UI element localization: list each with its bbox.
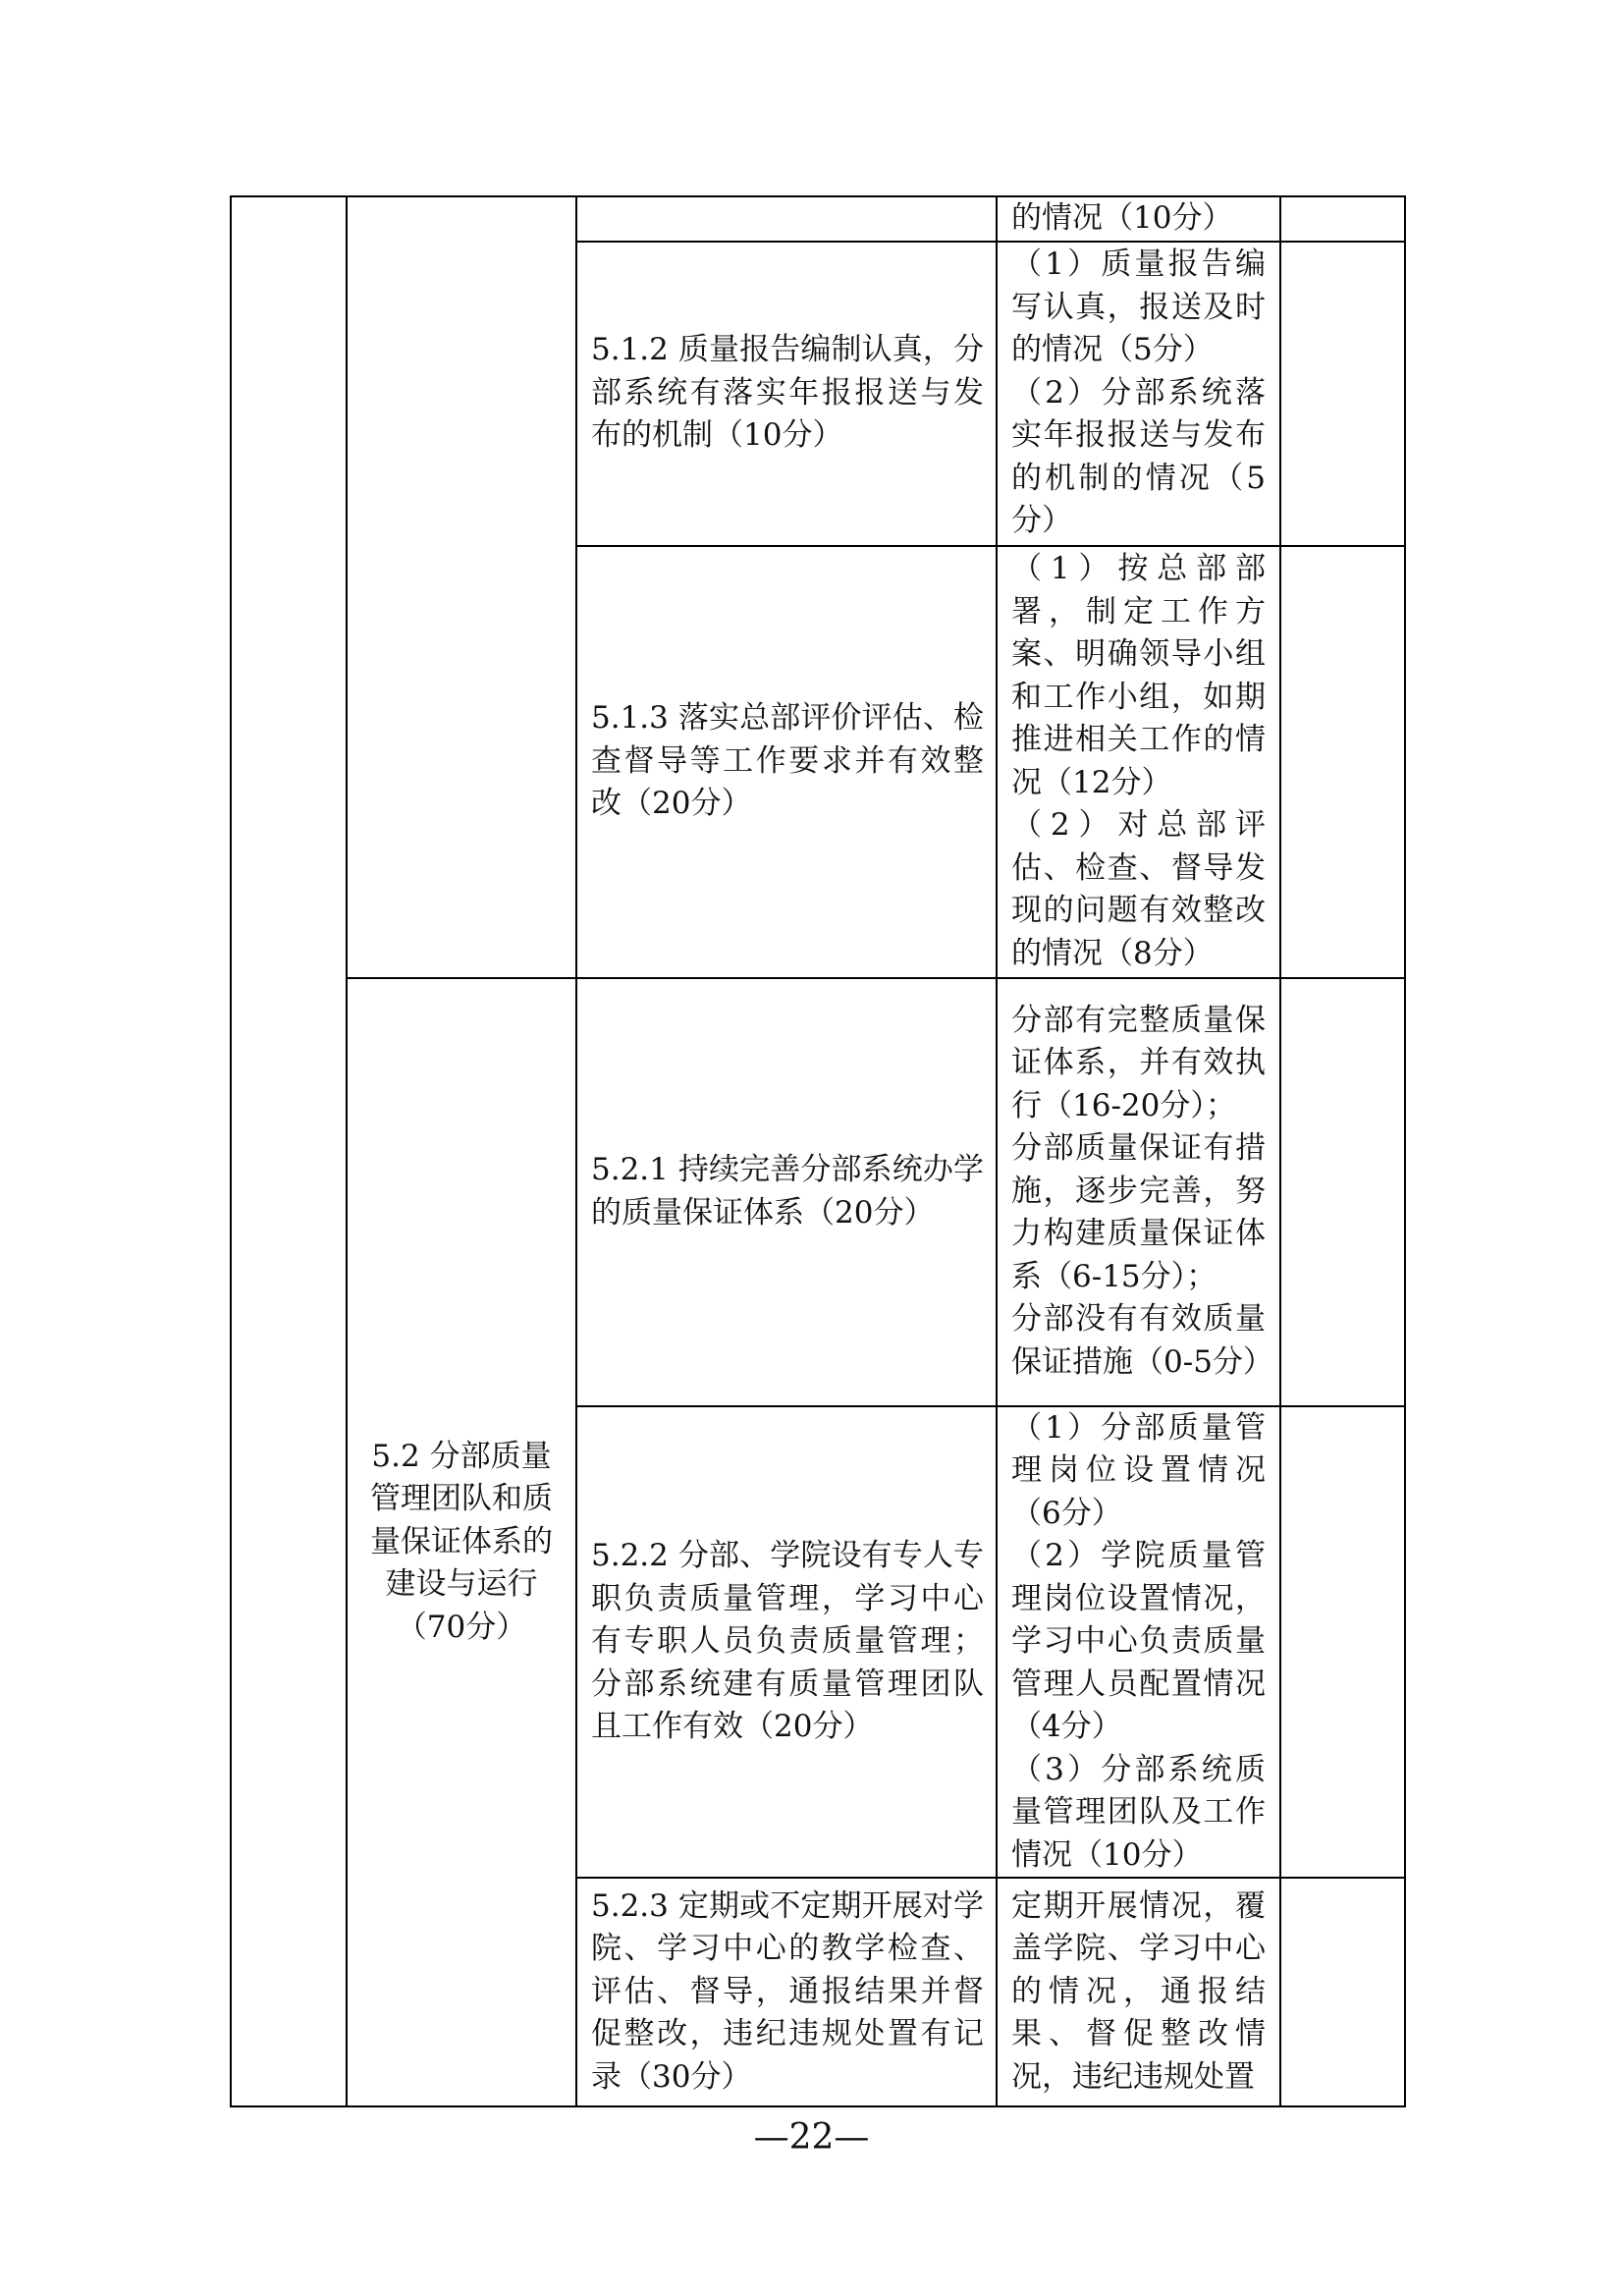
score-cell [1280, 1878, 1405, 2106]
criteria-line: （1）分部质量管理岗位设置情况（6分） [1011, 1409, 1266, 1531]
page-number: —22— [753, 2117, 870, 2158]
section-title: 5.2 分部质量管理团队和质量保证体系的建设与运行（70分） [370, 1438, 553, 1645]
criteria-line: （1）质量报告编写认真，报送及时的情况（5分） [1011, 246, 1266, 368]
item-text-cell [576, 546, 997, 978]
criteria-line: 分部有完整质量保证体系，并有效执行（16-20分）； [1011, 1002, 1266, 1123]
criteria-line: 的情况（10分） [1011, 200, 1233, 236]
score-cell [1280, 1406, 1405, 1879]
criteria-cell [997, 546, 1280, 978]
criteria-line: （3）分部系统质量管理团队及工作情况（10分） [1011, 1751, 1266, 1873]
criteria-line: （2）分部系统落实年报报送与发布的机制的情况（5分） [1011, 374, 1266, 539]
score-cell [1280, 242, 1405, 546]
item-text-cell [576, 196, 997, 242]
item-text-cell [576, 242, 997, 546]
item-text: 5.1.2 质量报告编制认真，分部系统有落实年报报送与发布的机制（10分） [591, 332, 984, 454]
item-text-cell [576, 1406, 997, 1879]
criteria-cell [997, 1878, 1280, 2106]
item-text: 5.2.1 持续完善分部系统办学的质量保证体系（20分） [591, 1152, 984, 1230]
criteria-line: 定期开展情况，覆盖学院、学习中心的情况，通报结果、督促整改情况，违纪违规处置 [1011, 1887, 1266, 2095]
section-cell [347, 196, 576, 978]
item-text: 5.1.3 落实总部评价评估、检查督导等工作要求并有效整改（20分） [591, 700, 984, 822]
item-text: 5.2.2 分部、学院设有专人专职负责质量管理，学习中心有专职人员负责质量管理；分部系统建有质量管理团队且工作有效（20分） [591, 1538, 984, 1744]
evaluation-table [230, 195, 1406, 2107]
score-cell [1280, 978, 1405, 1406]
category-cell [231, 196, 347, 2106]
criteria-cell [997, 242, 1280, 546]
criteria-line: （2）学院质量管理岗位设置情况，学习中心负责质量管理人员配置情况（4分） [1011, 1538, 1266, 1744]
criteria-cell [997, 1406, 1280, 1879]
item-text-cell [576, 978, 997, 1406]
criteria-line: 分部质量保证有措施，逐步完善，努力构建质量保证体系（6-15分）； [1011, 1130, 1266, 1294]
score-cell [1280, 196, 1405, 242]
item-text-cell [576, 1878, 997, 2106]
criteria-line: （2）对总部评估、检查、督导发现的问题有效整改的情况（8分） [1011, 807, 1266, 971]
criteria-line: （1）按总部部署，制定工作方案、明确领导小组和工作小组，如期推进相关工作的情况（12分） [1011, 551, 1266, 800]
criteria-cell [997, 978, 1280, 1406]
section-cell [347, 978, 576, 2107]
item-text: 5.2.3 定期或不定期开展对学院、学习中心的教学检查、评估、督导，通报结果并督促整改，违纪违规处置有记录（30分） [591, 1887, 984, 2095]
score-cell [1280, 546, 1405, 978]
criteria-line: 分部没有有效质量保证措施（0-5分） [1011, 1301, 1273, 1380]
criteria-cell [997, 196, 1280, 242]
